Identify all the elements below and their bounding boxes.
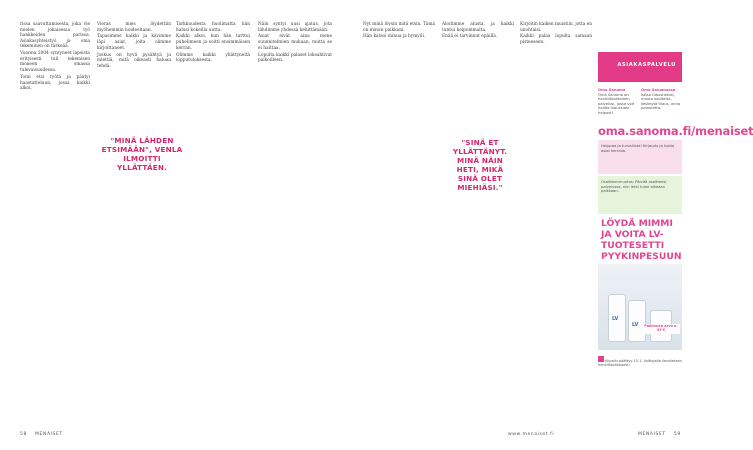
right-column-3 bbox=[520, 22, 592, 47]
ad-url-link[interactable]: oma.sanoma.fi/menaiset bbox=[598, 124, 753, 138]
paragraph: Aloitimme alusta, ja kaikki tuntui helpommalta. bbox=[442, 22, 514, 33]
paragraph: Asiat eivät aina mene suunnitelmien mukaan, mutta se ei haittaa. bbox=[258, 34, 332, 51]
detergent-bottle-icon bbox=[628, 300, 646, 342]
paragraph: Nyt minä löysin mitä etsin. Tämä on minun paikkani. bbox=[363, 22, 435, 33]
ad-info-box-green bbox=[598, 176, 682, 214]
paragraph: Kaikki alkoi, kun hän tarttui puhelimeen ja soitti ensimmäisen kerran. bbox=[176, 34, 250, 51]
paragraph: Vuonna 2004 syntyneet lapsista erityisesti tuli tekemisen moneen omassa tulevaisuudessa. bbox=[20, 51, 90, 74]
ad-text: katso tilaustietosi, muuta osoitetta, keskeytä tilaus, anna palautetta. bbox=[641, 92, 681, 111]
contest-headline: LÖYDÄ MIMMI JA VOITA LV-TUOTESETTI PYYKINPESUUN bbox=[601, 218, 682, 262]
ad-heading: Oma Sanomassa bbox=[641, 88, 676, 92]
paragraph: Joskus on hyvä pysähtyä ja miettiä, mitä oikeasti haluaa tehdä. bbox=[97, 52, 171, 69]
ad-column-a bbox=[598, 88, 638, 116]
ad-banner-title: ASIAKASPALVELU bbox=[617, 62, 676, 68]
left-column-1 bbox=[20, 22, 90, 93]
prize-value-badge: Palkinnon arvo n. 35 € bbox=[642, 324, 680, 334]
contest-rules bbox=[598, 356, 682, 368]
ad-info-box-pink bbox=[598, 140, 682, 174]
magazine-name: MENAISET bbox=[638, 432, 666, 437]
paragraph: Näin syntyi uusi ajatus, jota lähdimme yhdessä kehittämään. bbox=[258, 22, 332, 33]
customer-service-ad bbox=[598, 52, 753, 432]
left-column-3 bbox=[176, 22, 250, 65]
ad-banner bbox=[598, 52, 682, 82]
paragraph: Tarkkuudesta huolimatta hän halusi kokeilla uutta. bbox=[176, 22, 250, 33]
ad-info-text: Osoitteenmuutos: Päivitä osoitteesi palvelussa, niin lehti tulee oikeaan paikkaan. bbox=[601, 180, 667, 194]
brand-label: LV bbox=[632, 322, 639, 328]
pull-quote: "MINÄ LÄHDEN ETSIMÄÄN", VENLA ILMOITTI YLLÄTTÄEN. bbox=[101, 136, 183, 172]
paragraph: Hän katsoi minua ja hymyili. bbox=[363, 34, 426, 40]
paragraph: Olimme kaikki yllättyneitä lopputuloksesta. bbox=[176, 52, 250, 64]
magazine-name: MENAISET bbox=[35, 432, 63, 437]
left-page bbox=[0, 0, 348, 450]
contest-rules-text: Kilpailu päättyy 15.1. Voittajalle ilmoitetaan henkilökohtaisesti. bbox=[598, 359, 682, 368]
product-photo bbox=[598, 264, 682, 350]
paragraph: Vieras mies löydettiin myöhemmin hoideeltaan. bbox=[97, 22, 171, 33]
paragraph: Lopulta kaikki palaset loksahtivat paikoilleen. bbox=[258, 52, 332, 64]
page-number bbox=[20, 432, 63, 437]
bullet-icon bbox=[598, 356, 604, 362]
right-column-1 bbox=[363, 22, 435, 41]
page-number-value: 58 bbox=[20, 432, 27, 437]
paragraph: Kaikki palaa lopulta samaan pisteeseen. bbox=[520, 34, 592, 46]
ad-column-b bbox=[641, 88, 682, 111]
page-number-value: 59 bbox=[673, 432, 681, 437]
site-url: www.menaiset.fi bbox=[508, 432, 555, 437]
right-page bbox=[348, 0, 753, 450]
paragraph: Tapasimme kaikki ja kävimme läpi asiat, joita olimme kirjoittaneet. bbox=[97, 34, 171, 51]
page-number bbox=[638, 432, 681, 437]
brand-label: LV bbox=[612, 316, 619, 322]
ad-info-text: Helppoa ja turvallista! Kirjaudu ja hoida asiat kerralla. bbox=[601, 144, 675, 153]
paragraph: Tomi etsi työtä ja päätyi haastatteluun, jossa kaikki alkoi. bbox=[20, 74, 90, 92]
pull-quote: "SINÄ ET YLLÄTTÄNYT. MINÄ NÄIN HETI, MIKÄ SINÄ OLET MIEHIÄSI." bbox=[452, 138, 508, 192]
paragraph: Enää ei tarvinnut epäillä. bbox=[442, 34, 498, 40]
ad-text: Oma Sanoma on henkilökohtainen palvelusi, jossa voit hallita tilauksiasi helposti. bbox=[598, 92, 635, 115]
left-column-4 bbox=[258, 22, 332, 65]
paragraph: Kirjoitin kaiken muistiin, jotta en unohtaisi. bbox=[520, 22, 592, 33]
paragraph: rissa saavuttamisesta, joka vie mielen jokaisessa työ hankkeiden parissa. Asiakasyhteistyö ja oma tekeminen on tärkeää. bbox=[20, 22, 90, 50]
left-column-2 bbox=[97, 22, 171, 71]
ad-heading: Oma Sanoma bbox=[598, 88, 626, 92]
right-column-2 bbox=[442, 22, 514, 41]
